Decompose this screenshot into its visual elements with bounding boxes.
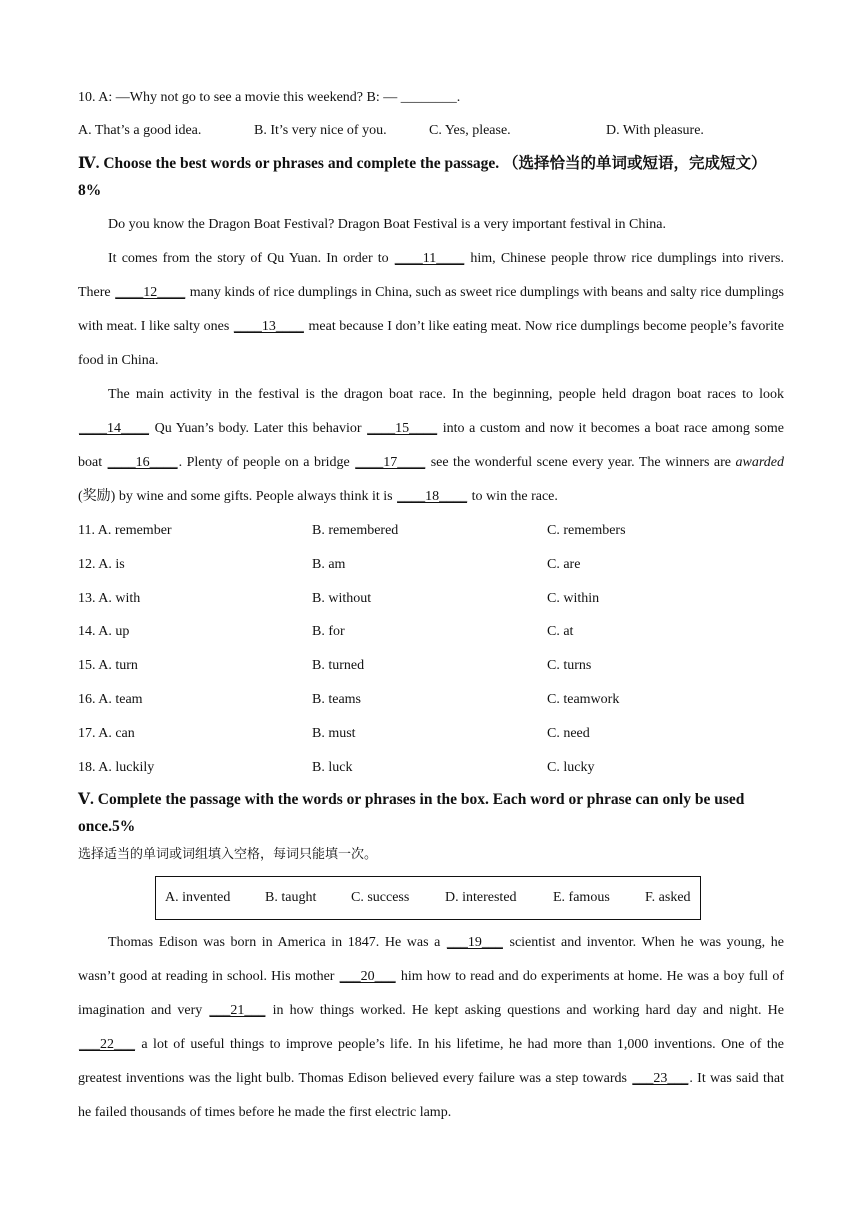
option-17-c: C. need (547, 725, 590, 741)
text-run: (奖励) by wine and some gifts. People always think it is (78, 489, 397, 504)
section-4-title: Choose the best words or phrases and complete the passage. （选择恰当的单词或短语，完成短文）8% (78, 155, 767, 199)
options-row-13 (78, 582, 784, 616)
text-run: see the wonderful scene every year. The winners are (426, 455, 736, 470)
word-option-b: B. taught (265, 890, 317, 906)
section-5-heading (78, 786, 784, 840)
blank-23: ___23___ (632, 1071, 689, 1087)
text-run: him, Chinese people throw rice dumplings into rivers. There (78, 251, 784, 300)
options-row-16 (78, 683, 784, 717)
blank-21: ___21___ (209, 1003, 266, 1019)
word-option-e: E. famous (553, 890, 610, 906)
options-row-18 (78, 751, 784, 785)
option-15-b: B. turned (312, 658, 365, 674)
section-5-numeral: Ⅴ. (78, 791, 94, 809)
options-row-14 (78, 615, 784, 649)
option-13-b: B. without (312, 590, 372, 606)
blank-13: ____13____ (233, 319, 304, 334)
text-run: many kinds of rice dumplings in China, such as sweet rice dumplings with beans and salty rice dumplings with meat. I like salty ones (78, 285, 784, 334)
option-14-a: 14. A. up (78, 624, 130, 640)
blank-15: ____15____ (367, 421, 438, 436)
section-4-numeral: Ⅳ. (78, 155, 100, 172)
passage-2-paragraph (78, 926, 784, 1130)
option-11-b: B. remembered (312, 523, 399, 538)
option-16-c: C. teamwork (547, 691, 620, 707)
option-13-a: 13. A. with (78, 590, 141, 606)
text-run: Qu Yuan’s body. Later this behavior (150, 421, 367, 436)
blank-16: ____16____ (107, 455, 178, 470)
word-option-a: A. invented (165, 890, 231, 906)
blank-19: ___19___ (446, 935, 503, 951)
text-run: . Plenty of people on a bridge (178, 455, 355, 470)
blank-12: ____12____ (115, 285, 186, 300)
option-17-b: B. must (312, 725, 356, 741)
text-run: Thomas Edison was born in America in 1847. He was a (108, 935, 446, 951)
text-run: him how to read and do experiments at home. He was a boy full of imagination and very (78, 969, 785, 1019)
text-run: The main activity in the festival is the dragon boat race. In the beginning, people held dragon boat races to look (108, 387, 784, 402)
blank-11: ____11____ (394, 251, 465, 266)
options-row-15 (78, 649, 784, 683)
option-12-a: 12. A. is (78, 556, 125, 572)
section-5-instruction: 选择适当的单词或词组填入空格，每词只能填一次。 (78, 847, 378, 863)
q10-option-a: A. That’s a good idea. (78, 123, 202, 138)
question-10-options (78, 114, 784, 148)
option-18-a: 18. A. luckily (78, 759, 155, 775)
option-14-c: C. at (547, 624, 574, 640)
option-17-a: 17. A. can (78, 725, 135, 741)
passage-1-paragraph-1: Do you know the Dragon Boat Festival? Dragon Boat Festival is a very important festival in China. (108, 217, 666, 232)
blank-18: ____18____ (397, 489, 468, 504)
options-row-11 (78, 514, 784, 548)
text-run: in how things worked. He kept asking questions and working hard day and night. He (266, 1003, 785, 1019)
section-4-heading (78, 150, 784, 204)
q10-option-c: C. Yes, please. (429, 123, 511, 138)
option-11-c: C. remembers (547, 523, 626, 538)
passage-1-paragraph-2 (78, 242, 784, 378)
question-10-stem: 10. A: —Why not go to see a movie this weekend? B: — ________. (78, 90, 461, 105)
option-15-a: 15. A. turn (78, 658, 138, 674)
options-row-12 (78, 548, 784, 582)
word-option-d: D. interested (445, 890, 517, 906)
text-run: to win the race. (468, 489, 558, 504)
option-11-a: 11. A. remember (78, 523, 172, 538)
option-12-c: C. are (547, 556, 581, 572)
word-box (155, 876, 701, 920)
word-option-f: F. asked (645, 890, 691, 906)
worksheet-page (78, 82, 784, 1130)
option-13-c: C. within (547, 590, 600, 606)
word-option-c: C. success (351, 890, 410, 906)
options-row-17 (78, 717, 784, 751)
text-run: It comes from the story of Qu Yuan. In order to (108, 251, 394, 266)
option-18-c: C. lucky (547, 759, 595, 775)
q10-option-b: B. It’s very nice of you. (254, 123, 387, 138)
option-18-b: B. luck (312, 759, 353, 775)
option-16-a: 16. A. team (78, 691, 143, 707)
section-5-title: Complete the passage with the words or phrases in the box. Each word or phrase can only be used once.5% (78, 791, 745, 836)
q10-option-d: D. With pleasure. (606, 123, 704, 138)
blank-22: ___22___ (79, 1037, 135, 1053)
blank-14: ____14____ (79, 421, 149, 436)
text-run: meat because I don’t like eating meat. Now rice dumplings become people’s favorite food in China. (78, 319, 784, 368)
option-12-b: B. am (312, 556, 346, 572)
option-14-b: B. for (312, 624, 345, 640)
text-run: a lot of useful things to improve people’s life. In his lifetime, he had more than 1,000 inventions. One of the greatest inventions was the light bulb. Thomas Edison believed every failure was a step towards (78, 1037, 784, 1087)
text-run: scientist and inventor. When he was young, he wasn’t good at reading in school. His mother (78, 935, 784, 985)
section-4-options (78, 514, 784, 784)
awarded-word: awarded (735, 455, 784, 470)
option-15-c: C. turns (547, 658, 592, 674)
blank-17: ____17____ (355, 455, 426, 470)
option-16-b: B. teams (312, 691, 361, 707)
text-run: . It was said that he failed thousands of times before he made the first electric lamp. (78, 1071, 784, 1121)
blank-20: ___20___ (339, 969, 396, 985)
passage-1-paragraph-3 (78, 378, 784, 514)
text-run: into a custom and now it becomes a boat race among some boat (78, 421, 785, 470)
